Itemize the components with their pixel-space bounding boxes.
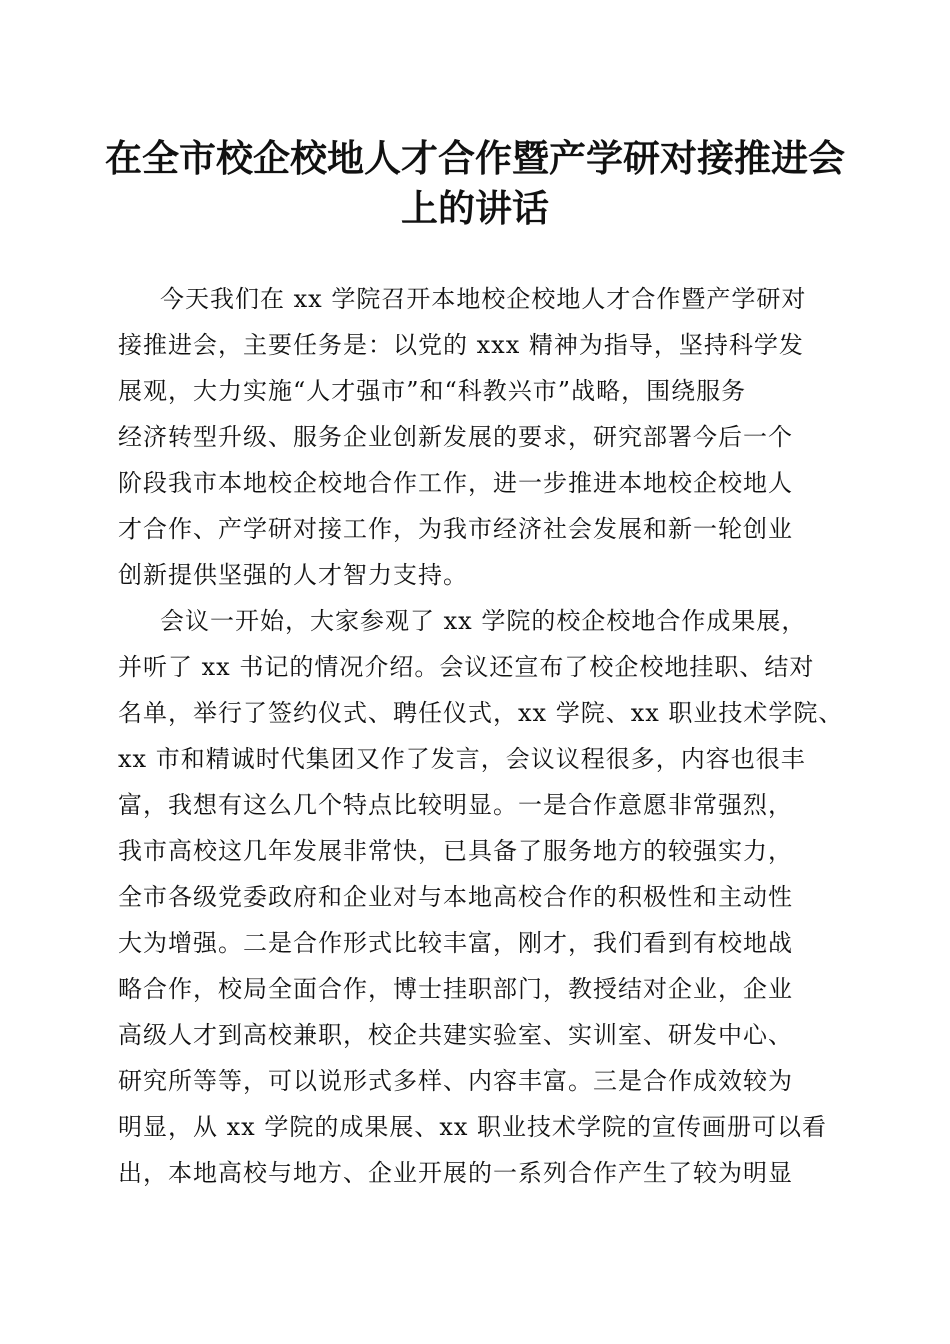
- paragraph-1-line-7: 创新提供坚强的人才智力支持。: [118, 561, 468, 589]
- title-line-1: 在全市校企校地人才合作暨产学研对接推进会: [105, 136, 845, 180]
- paragraph-2-line-1: 会议一开始，大家参观了 xx 学院的校企校地合作成果展，: [160, 607, 807, 635]
- paragraph-2-line-2: 并听了 xx 书记的情况介绍。会议还宣布了校企校地挂职、结对: [118, 653, 815, 681]
- paragraph-2-line-4: xx 市和精诚时代集团又作了发言，会议议程很多，内容也很丰: [118, 745, 806, 773]
- title-line-2: 上的讲话: [401, 186, 549, 230]
- paragraph-2-line-8: 大为增强。二是合作形式比较丰富，刚才，我们看到有校地战: [118, 929, 793, 957]
- paragraph-2-line-9: 略合作，校局全面合作，博士挂职部门，教授结对企业，企业: [118, 975, 793, 1003]
- paragraph-2-line-3: 名单，举行了签约仪式、聘任仪式，xx 学院、xx 职业技术学院、: [118, 699, 844, 727]
- paragraph-1-line-1: 今天我们在 xx 学院召开本地校企校地人才合作暨产学研对: [160, 285, 807, 313]
- paragraph-2-line-7: 全市各级党委政府和企业对与本地高校合作的积极性和主动性: [118, 883, 793, 911]
- paragraph-1-line-6: 才合作、产学研对接工作，为我市经济社会发展和新一轮创业: [118, 515, 793, 543]
- paragraph-2-line-11: 研究所等等，可以说形式多样、内容丰富。三是合作成效较为: [118, 1067, 793, 1095]
- paragraph-1-line-3: 展观，大力实施“人才强市”和“科教兴市”战略，围绕服务: [118, 377, 747, 405]
- paragraph-2-line-12: 明显，从 xx 学院的成果展、xx 职业技术学院的宣传画册可以看: [118, 1113, 828, 1141]
- paragraph-2-line-6: 我市高校这几年发展非常快，已具备了服务地方的较强实力，: [118, 837, 793, 865]
- paragraph-2-line-10: 高级人才到高校兼职，校企共建实验室、实训室、研发中心、: [118, 1021, 793, 1049]
- paragraph-2-line-13: 出，本地高校与地方、企业开展的一系列合作产生了较为明显: [118, 1159, 793, 1187]
- document-title: [100, 133, 850, 233]
- paragraph-1-line-2: 接推进会，主要任务是：以党的 xxx 精神为指导，坚持科学发: [118, 331, 804, 359]
- paragraph-1-line-4: 经济转型升级、服务企业创新发展的要求，研究部署今后一个: [118, 423, 793, 451]
- paragraph-1-line-5: 阶段我市本地校企校地合作工作，进一步推进本地校企校地人: [118, 469, 793, 497]
- document-body: [118, 276, 844, 1196]
- paragraph-2-line-5: 富，我想有这么几个特点比较明显。一是合作意愿非常强烈，: [118, 791, 793, 819]
